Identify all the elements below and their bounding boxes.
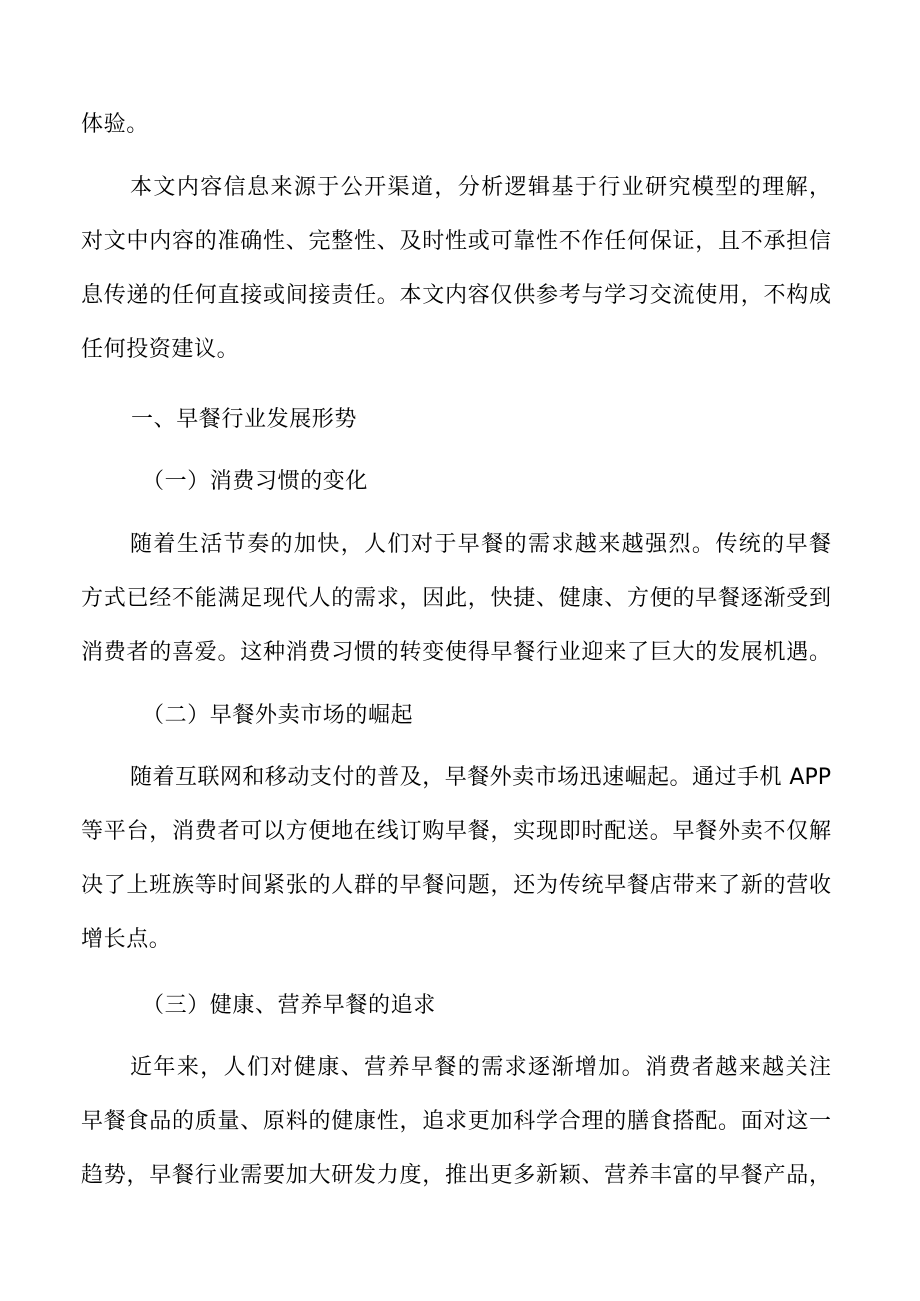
paragraph-line-sub1-1: 随着生活节奏的加快，人们对于早餐的需求越来越强烈。传统的早餐 [130, 532, 831, 557]
paragraph-line-sub2-3: 决了上班族等时间紧张的人群的早餐问题，还为传统早餐店带来了新的营收 [81, 873, 831, 898]
paragraph-line-disclaimer-4: 任何投资建议。 [81, 337, 240, 362]
paragraph-line-sub3-1: 近年来，人们对健康、营养早餐的需求逐渐增加。消费者越来越关注 [130, 1055, 831, 1080]
paragraph-line-disclaimer-2: 对文中内容的准确性、完整性、及时性或可靠性不作任何保证，且不承担信 [81, 229, 831, 254]
paragraph-line-disclaimer-1: 本文内容信息来源于公开渠道，分析逻辑基于行业研究模型的理解， [130, 175, 831, 200]
paragraph-line-sub2-2: 等平台，消费者可以方便地在线订购早餐，实现即时配送。早餐外卖不仅解 [81, 819, 831, 844]
paragraph-line-sub2-1: 随着互联网和移动支付的普及，早餐外卖市场迅速崛起。通过手机 APP [130, 765, 831, 790]
subsection-heading-3: （三）健康、营养早餐的追求 [142, 993, 436, 1018]
paragraph-line-sub3-3: 趋势，早餐行业需要加大研发力度，推出更多新颖、营养丰富的早餐产品， [81, 1163, 831, 1188]
paragraph-line-disclaimer-3: 息传递的任何直接或间接责任。本文内容仅供参考与学习交流使用，不构成 [81, 283, 831, 308]
paragraph-line-intro-tail: 体验。 [81, 112, 149, 137]
section-heading-1: 一、早餐行业发展形势 [131, 407, 358, 432]
paragraph-line-sub3-2: 早餐食品的质量、原料的健康性，追求更加科学合理的膳食搭配。面对这一 [81, 1109, 831, 1134]
paragraph-line-sub1-3: 消费者的喜爱。这种消费习惯的转变使得早餐行业迎来了巨大的发展机遇。 [81, 640, 831, 665]
paragraph-line-sub1-2: 方式已经不能满足现代人的需求，因此，快捷、健康、方便的早餐逐渐受到 [81, 586, 831, 611]
subsection-heading-2: （二）早餐外卖市场的崛起 [142, 703, 414, 728]
paragraph-line-sub2-4: 增长点。 [81, 927, 172, 952]
subsection-heading-1: （一）消费习惯的变化 [142, 469, 369, 494]
